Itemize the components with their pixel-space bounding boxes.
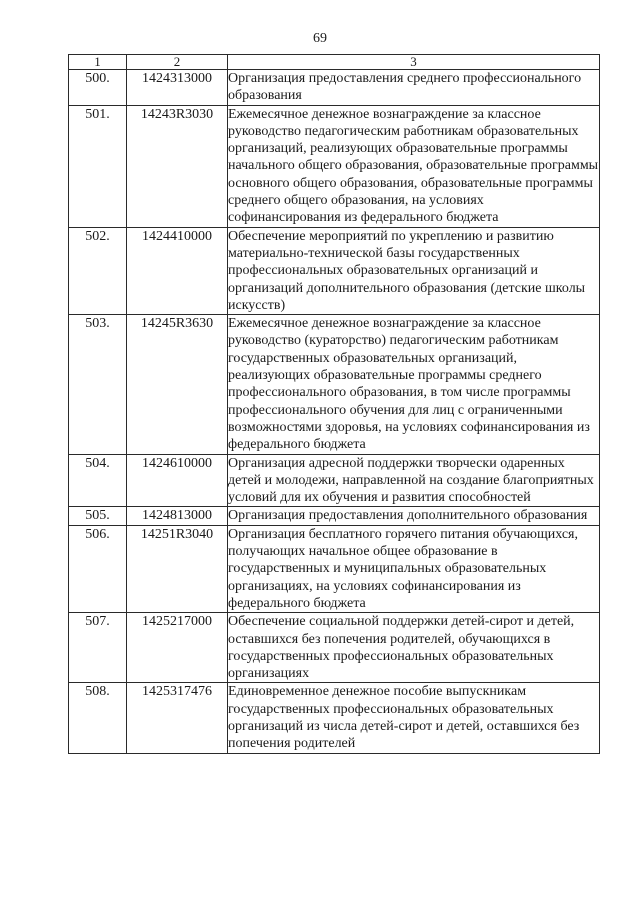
row-description: Ежемесячное денежное вознаграждение за классное руководство педагогическим работникам образовательных организаций, реализующих образовательные программы начального общего образования, образовательные программы основного общего образования, образовательные программы среднего общего образования, на условиях софинансирования из федерального бюджета (228, 106, 599, 226)
column-header-1: 1 (69, 55, 127, 70)
row-description: Организация предоставления среднего профессионального образования (228, 70, 600, 106)
row-description: Организация предоставления дополнительного образования (228, 507, 600, 525)
row-number: 506. (69, 525, 127, 612)
row-description: Единовременное денежное пособие выпускникам государственных профессиональных образовательных организаций из числа детей-сирот и детей, оставшихся без попечения родителей (228, 683, 600, 753)
budget-code: 1424813000 (127, 507, 228, 525)
table-row (69, 683, 600, 753)
table-row (69, 454, 600, 507)
table-row (69, 613, 600, 683)
budget-code: 14251R3040 (127, 525, 228, 612)
table-row (69, 227, 600, 314)
row-description: Обеспечение социальной поддержки детей-сирот и детей, оставшихся без попечения родителей, обучающихся в государственных профессиональных образовательных организациях (228, 613, 600, 683)
budget-code: 1424410000 (127, 227, 228, 314)
budget-code: 1425217000 (127, 613, 228, 683)
budget-code: 14243R3030 (127, 105, 228, 227)
row-number: 505. (69, 507, 127, 525)
row-number: 501. (69, 105, 127, 227)
table-header (69, 55, 600, 70)
budget-code: 1425317476 (127, 683, 228, 753)
row-number: 503. (69, 315, 127, 454)
budget-table (68, 54, 600, 754)
column-header-2: 2 (127, 55, 228, 70)
column-header-3: 3 (228, 55, 600, 70)
row-number: 504. (69, 454, 127, 507)
page-number: 69 (313, 31, 327, 46)
budget-code: 1424313000 (127, 70, 228, 106)
table-body (69, 70, 600, 754)
budget-code: 1424610000 (127, 454, 228, 507)
header-row (69, 55, 600, 70)
row-description: Организация адресной поддержки творчески одаренных детей и молодежи, направленной на создание благоприятных условий для их обучения и развития способностей (228, 454, 600, 507)
table-row (69, 105, 600, 227)
row-description: Организация бесплатного горячего питания обучающихся, получающих начальное общее образование в государственных и муниципальных образовательных организациях, на условиях софинансирования из федерального бюджета (228, 525, 600, 612)
row-number: 500. (69, 70, 127, 106)
table-row (69, 70, 600, 106)
row-description: Обеспечение мероприятий по укреплению и развитию материально-технической базы государственных профессиональных образовательных организаций и организаций дополнительного образования (детские школы искусств) (228, 227, 600, 314)
row-description: Ежемесячное денежное вознаграждение за классное руководство (кураторство) педагогическим работникам государственных образовательных организаций, реализующих образовательные программы среднего профессионального образования, в том числе программы профессионального обучения для лиц с ограниченными возможностями здоровья, на условиях софинансирования из федерального бюджета (228, 315, 600, 454)
row-number: 507. (69, 613, 127, 683)
table-row (69, 525, 600, 612)
table-row (69, 315, 600, 454)
budget-code: 14245R3630 (127, 315, 228, 454)
row-number: 502. (69, 227, 127, 314)
row-number: 508. (69, 683, 127, 753)
table-row (69, 507, 600, 525)
